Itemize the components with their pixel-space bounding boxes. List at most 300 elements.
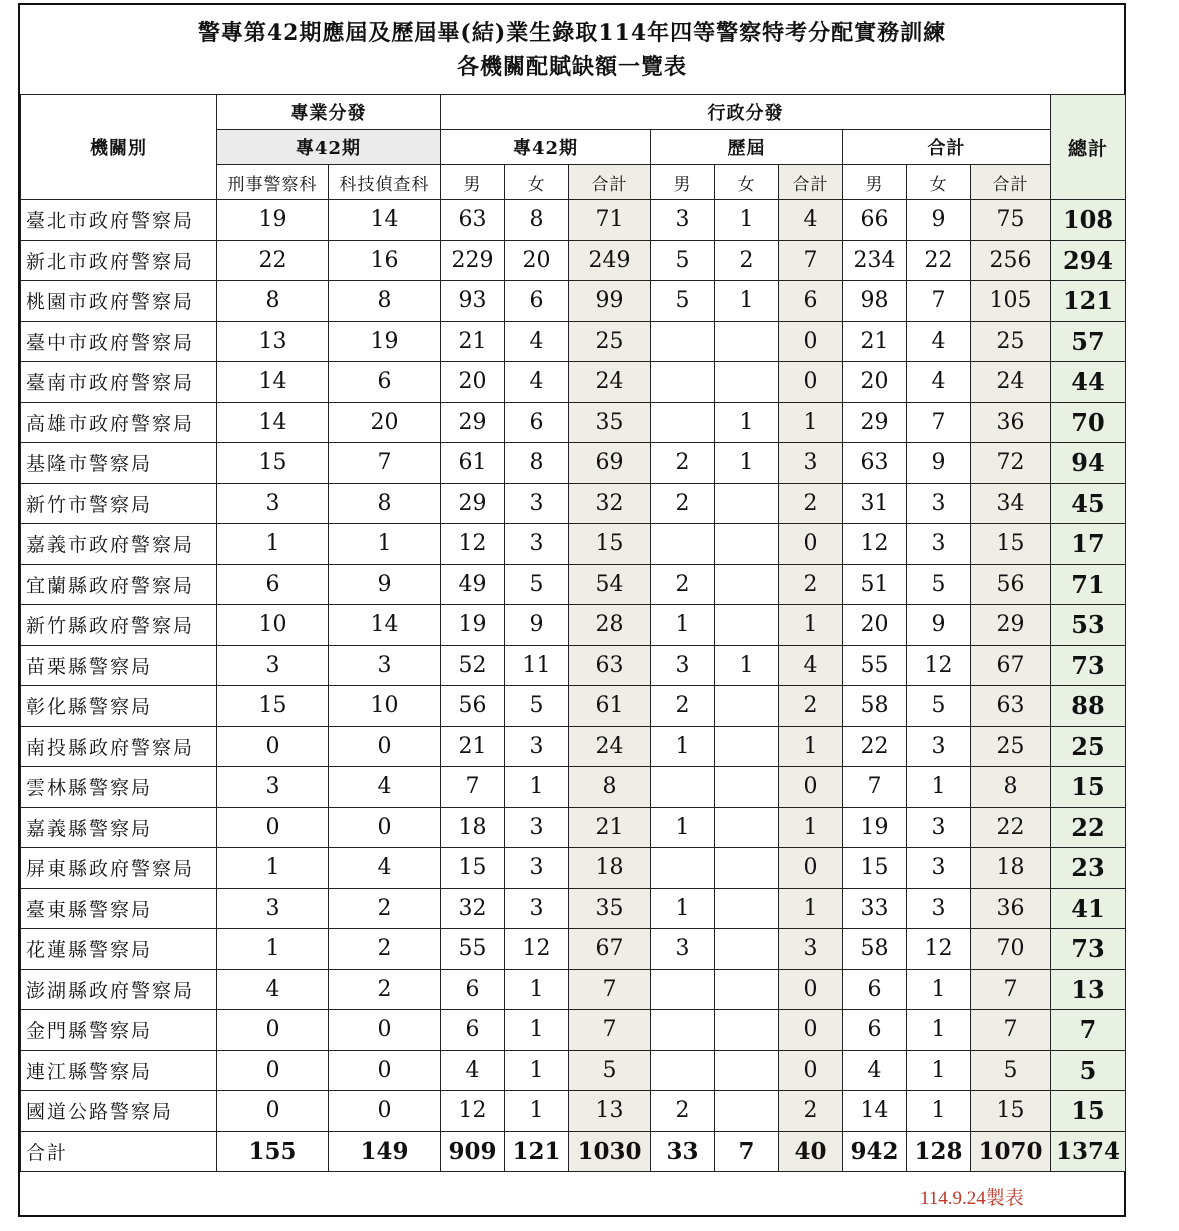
total-cell: 155 xyxy=(217,1131,329,1171)
table-row xyxy=(21,848,1126,889)
table-row xyxy=(21,929,1126,970)
value-cell: 7 xyxy=(569,1010,651,1051)
value-cell xyxy=(715,605,779,646)
agency-name: 桃園市政府警察局 xyxy=(21,281,217,322)
value-cell: 6 xyxy=(441,1010,505,1051)
table-row xyxy=(21,443,1126,484)
value-cell: 55 xyxy=(843,645,907,686)
grand-total-cell: 108 xyxy=(1051,200,1126,241)
value-cell xyxy=(715,767,779,808)
value-cell: 1 xyxy=(715,443,779,484)
grand-total-cell: 15 xyxy=(1051,767,1126,808)
value-cell: 72 xyxy=(971,443,1051,484)
grand-total-cell: 70 xyxy=(1051,402,1126,443)
value-cell xyxy=(715,807,779,848)
value-cell: 20 xyxy=(329,402,441,443)
value-cell: 0 xyxy=(779,321,843,362)
table-row xyxy=(21,483,1126,524)
header-female: 女 xyxy=(907,165,971,200)
value-cell: 5 xyxy=(651,240,715,281)
value-cell: 7 xyxy=(441,767,505,808)
value-cell: 29 xyxy=(441,402,505,443)
value-cell: 10 xyxy=(217,605,329,646)
value-cell: 4 xyxy=(779,200,843,241)
value-cell: 5 xyxy=(907,686,971,727)
value-cell: 1 xyxy=(651,807,715,848)
value-cell: 1 xyxy=(651,726,715,767)
table-row xyxy=(21,1050,1126,1091)
value-cell: 6 xyxy=(505,402,569,443)
value-cell: 1 xyxy=(505,969,569,1010)
value-cell: 19 xyxy=(441,605,505,646)
agency-name: 花蓮縣警察局 xyxy=(21,929,217,970)
value-cell: 5 xyxy=(651,281,715,322)
value-cell: 55 xyxy=(441,929,505,970)
value-cell: 3 xyxy=(779,443,843,484)
value-cell: 52 xyxy=(441,645,505,686)
value-cell: 1 xyxy=(907,1050,971,1091)
value-cell: 6 xyxy=(843,1010,907,1051)
value-cell: 7 xyxy=(907,281,971,322)
value-cell: 66 xyxy=(843,200,907,241)
value-cell: 21 xyxy=(569,807,651,848)
value-cell: 15 xyxy=(971,524,1051,565)
agency-name: 雲林縣警察局 xyxy=(21,767,217,808)
value-cell: 9 xyxy=(329,564,441,605)
grand-total-cell: 45 xyxy=(1051,483,1126,524)
value-cell: 20 xyxy=(843,605,907,646)
value-cell xyxy=(715,362,779,403)
value-cell xyxy=(651,969,715,1010)
value-cell: 14 xyxy=(329,605,441,646)
value-cell: 3 xyxy=(651,929,715,970)
value-cell: 13 xyxy=(217,321,329,362)
value-cell: 0 xyxy=(779,1010,843,1051)
value-cell: 2 xyxy=(651,483,715,524)
value-cell xyxy=(715,929,779,970)
value-cell: 0 xyxy=(779,969,843,1010)
value-cell: 3 xyxy=(907,726,971,767)
value-cell: 22 xyxy=(971,807,1051,848)
value-cell: 6 xyxy=(843,969,907,1010)
value-cell: 256 xyxy=(971,240,1051,281)
total-cell: 33 xyxy=(651,1131,715,1171)
header-professional-42: 專42期 xyxy=(217,130,441,165)
agency-name: 屏東縣政府警察局 xyxy=(21,848,217,889)
value-cell: 71 xyxy=(569,200,651,241)
value-cell: 5 xyxy=(569,1050,651,1091)
value-cell: 3 xyxy=(217,645,329,686)
value-cell: 0 xyxy=(779,524,843,565)
value-cell: 12 xyxy=(843,524,907,565)
grand-total-cell: 25 xyxy=(1051,726,1126,767)
value-cell: 15 xyxy=(843,848,907,889)
value-cell: 2 xyxy=(779,686,843,727)
value-cell: 0 xyxy=(779,1050,843,1091)
value-cell: 4 xyxy=(505,362,569,403)
value-cell: 7 xyxy=(971,1010,1051,1051)
value-cell: 1 xyxy=(715,281,779,322)
value-cell: 21 xyxy=(843,321,907,362)
value-cell xyxy=(715,483,779,524)
value-cell: 51 xyxy=(843,564,907,605)
value-cell: 3 xyxy=(907,807,971,848)
value-cell: 3 xyxy=(217,483,329,524)
grand-total-cell: 88 xyxy=(1051,686,1126,727)
value-cell: 6 xyxy=(441,969,505,1010)
value-cell: 63 xyxy=(971,686,1051,727)
header-professional: 專業分發 xyxy=(217,95,441,130)
value-cell: 4 xyxy=(907,321,971,362)
value-cell: 14 xyxy=(217,362,329,403)
header-subtotal: 合計 xyxy=(971,165,1051,200)
value-cell xyxy=(651,767,715,808)
value-cell: 22 xyxy=(843,726,907,767)
grand-total-cell: 73 xyxy=(1051,929,1126,970)
agency-name: 彰化縣警察局 xyxy=(21,686,217,727)
value-cell: 29 xyxy=(441,483,505,524)
value-cell: 20 xyxy=(505,240,569,281)
value-cell: 15 xyxy=(971,1091,1051,1132)
total-cell-grand: 1374 xyxy=(1051,1131,1126,1171)
header-female: 女 xyxy=(715,165,779,200)
value-cell: 2 xyxy=(651,443,715,484)
value-cell: 67 xyxy=(971,645,1051,686)
value-cell: 8 xyxy=(569,767,651,808)
agency-name: 基隆市警察局 xyxy=(21,443,217,484)
value-cell: 1 xyxy=(217,848,329,889)
value-cell: 1 xyxy=(505,1091,569,1132)
value-cell: 49 xyxy=(441,564,505,605)
value-cell: 6 xyxy=(505,281,569,322)
table-row xyxy=(21,807,1126,848)
value-cell: 12 xyxy=(907,929,971,970)
value-cell: 1 xyxy=(505,1050,569,1091)
value-cell: 4 xyxy=(907,362,971,403)
value-cell: 15 xyxy=(569,524,651,565)
agency-name: 新竹市警察局 xyxy=(21,483,217,524)
value-cell: 28 xyxy=(569,605,651,646)
value-cell: 4 xyxy=(441,1050,505,1091)
header-admin-prev: 歷屆 xyxy=(651,130,843,165)
total-row-label: 合計 xyxy=(21,1131,217,1171)
value-cell: 3 xyxy=(505,483,569,524)
value-cell: 24 xyxy=(569,362,651,403)
value-cell: 1 xyxy=(907,1010,971,1051)
table-row xyxy=(21,645,1126,686)
value-cell: 9 xyxy=(907,605,971,646)
table-row xyxy=(21,200,1126,241)
value-cell: 2 xyxy=(779,1091,843,1132)
value-cell: 0 xyxy=(217,726,329,767)
header-admin-total: 合計 xyxy=(843,130,1051,165)
value-cell: 1 xyxy=(779,807,843,848)
value-cell: 5 xyxy=(505,564,569,605)
value-cell: 69 xyxy=(569,443,651,484)
value-cell: 18 xyxy=(441,807,505,848)
value-cell: 56 xyxy=(971,564,1051,605)
value-cell: 33 xyxy=(843,888,907,929)
value-cell: 1 xyxy=(651,888,715,929)
total-cell: 1030 xyxy=(569,1131,651,1171)
value-cell: 3 xyxy=(217,888,329,929)
value-cell: 58 xyxy=(843,929,907,970)
grand-total-cell: 15 xyxy=(1051,1091,1126,1132)
value-cell: 21 xyxy=(441,321,505,362)
agency-name: 金門縣警察局 xyxy=(21,1010,217,1051)
grand-total-cell: 17 xyxy=(1051,524,1126,565)
value-cell: 18 xyxy=(971,848,1051,889)
value-cell: 22 xyxy=(907,240,971,281)
value-cell: 2 xyxy=(329,929,441,970)
value-cell: 1 xyxy=(715,645,779,686)
agency-name: 新竹縣政府警察局 xyxy=(21,605,217,646)
value-cell xyxy=(651,1050,715,1091)
agency-name: 國道公路警察局 xyxy=(21,1091,217,1132)
table-row xyxy=(21,402,1126,443)
header-male: 男 xyxy=(843,165,907,200)
value-cell xyxy=(715,1091,779,1132)
value-cell: 249 xyxy=(569,240,651,281)
value-cell: 12 xyxy=(441,1091,505,1132)
grand-total-cell: 121 xyxy=(1051,281,1126,322)
value-cell: 4 xyxy=(329,767,441,808)
value-cell xyxy=(715,888,779,929)
value-cell: 61 xyxy=(569,686,651,727)
value-cell: 3 xyxy=(651,200,715,241)
value-cell: 32 xyxy=(441,888,505,929)
value-cell: 0 xyxy=(217,1091,329,1132)
value-cell: 16 xyxy=(329,240,441,281)
value-cell xyxy=(715,686,779,727)
agency-name: 臺東縣警察局 xyxy=(21,888,217,929)
value-cell: 6 xyxy=(217,564,329,605)
agency-name: 宜蘭縣政府警察局 xyxy=(21,564,217,605)
agency-name: 臺中市政府警察局 xyxy=(21,321,217,362)
value-cell: 3 xyxy=(505,807,569,848)
value-cell: 7 xyxy=(329,443,441,484)
value-cell: 24 xyxy=(971,362,1051,403)
value-cell: 36 xyxy=(971,888,1051,929)
title-line-1: 警專第42期應屆及歷屆畢(結)業生錄取114年四等警察特考分配實務訓練 xyxy=(197,20,947,46)
value-cell: 13 xyxy=(569,1091,651,1132)
total-cell: 128 xyxy=(907,1131,971,1171)
grand-total-cell: 5 xyxy=(1051,1050,1126,1091)
value-cell: 3 xyxy=(907,848,971,889)
value-cell: 3 xyxy=(907,524,971,565)
value-cell xyxy=(715,848,779,889)
value-cell: 2 xyxy=(651,686,715,727)
value-cell: 35 xyxy=(569,888,651,929)
value-cell: 0 xyxy=(329,726,441,767)
header-subtotal: 合計 xyxy=(779,165,843,200)
grand-total-cell: 94 xyxy=(1051,443,1126,484)
value-cell: 29 xyxy=(843,402,907,443)
value-cell: 6 xyxy=(329,362,441,403)
value-cell: 25 xyxy=(971,321,1051,362)
value-cell: 1 xyxy=(329,524,441,565)
value-cell: 7 xyxy=(971,969,1051,1010)
value-cell: 234 xyxy=(843,240,907,281)
value-cell: 3 xyxy=(907,888,971,929)
value-cell: 19 xyxy=(329,321,441,362)
total-cell: 909 xyxy=(441,1131,505,1171)
value-cell xyxy=(715,1010,779,1051)
value-cell: 1 xyxy=(715,402,779,443)
value-cell: 10 xyxy=(329,686,441,727)
value-cell: 15 xyxy=(217,443,329,484)
table-row xyxy=(21,281,1126,322)
agency-name: 連江縣警察局 xyxy=(21,1050,217,1091)
grand-total-cell: 22 xyxy=(1051,807,1126,848)
grand-total-cell: 23 xyxy=(1051,848,1126,889)
value-cell: 8 xyxy=(971,767,1051,808)
value-cell: 8 xyxy=(505,443,569,484)
agency-name: 嘉義市政府警察局 xyxy=(21,524,217,565)
table-row xyxy=(21,524,1126,565)
value-cell: 2 xyxy=(329,969,441,1010)
value-cell: 22 xyxy=(217,240,329,281)
value-cell: 12 xyxy=(441,524,505,565)
value-cell: 25 xyxy=(569,321,651,362)
value-cell xyxy=(715,726,779,767)
value-cell: 105 xyxy=(971,281,1051,322)
value-cell: 2 xyxy=(329,888,441,929)
value-cell: 1 xyxy=(779,402,843,443)
header-male: 男 xyxy=(651,165,715,200)
value-cell: 12 xyxy=(505,929,569,970)
value-cell: 1 xyxy=(907,767,971,808)
value-cell: 1 xyxy=(779,726,843,767)
value-cell: 54 xyxy=(569,564,651,605)
total-row xyxy=(21,1131,1126,1171)
value-cell: 2 xyxy=(779,483,843,524)
value-cell: 15 xyxy=(441,848,505,889)
value-cell: 8 xyxy=(329,483,441,524)
value-cell: 15 xyxy=(217,686,329,727)
table-row xyxy=(21,362,1126,403)
value-cell: 14 xyxy=(217,402,329,443)
value-cell: 3 xyxy=(505,888,569,929)
value-cell xyxy=(715,969,779,1010)
grand-total-cell: 44 xyxy=(1051,362,1126,403)
value-cell: 1 xyxy=(907,1091,971,1132)
value-cell: 4 xyxy=(843,1050,907,1091)
value-cell: 21 xyxy=(441,726,505,767)
value-cell xyxy=(651,362,715,403)
value-cell xyxy=(715,564,779,605)
value-cell: 0 xyxy=(217,1010,329,1051)
value-cell: 70 xyxy=(971,929,1051,970)
grand-total-cell: 7 xyxy=(1051,1010,1126,1051)
value-cell: 4 xyxy=(779,645,843,686)
value-cell: 3 xyxy=(907,483,971,524)
value-cell: 18 xyxy=(569,848,651,889)
total-cell: 942 xyxy=(843,1131,907,1171)
value-cell: 6 xyxy=(779,281,843,322)
table-row xyxy=(21,321,1126,362)
value-cell: 0 xyxy=(779,848,843,889)
value-cell xyxy=(715,321,779,362)
value-cell: 2 xyxy=(779,564,843,605)
value-cell: 3 xyxy=(779,929,843,970)
value-cell: 2 xyxy=(651,564,715,605)
value-cell: 20 xyxy=(843,362,907,403)
value-cell: 3 xyxy=(217,767,329,808)
value-cell xyxy=(715,1050,779,1091)
grand-total-cell: 71 xyxy=(1051,564,1126,605)
table-row xyxy=(21,888,1126,929)
value-cell: 3 xyxy=(505,848,569,889)
total-cell: 121 xyxy=(505,1131,569,1171)
value-cell: 7 xyxy=(907,402,971,443)
value-cell: 4 xyxy=(217,969,329,1010)
grand-total-cell: 41 xyxy=(1051,888,1126,929)
agency-name: 臺北市政府警察局 xyxy=(21,200,217,241)
value-cell: 19 xyxy=(217,200,329,241)
header-grand-total: 總計 xyxy=(1051,95,1126,200)
agency-name: 南投縣政府警察局 xyxy=(21,726,217,767)
value-cell: 0 xyxy=(217,1050,329,1091)
value-cell: 4 xyxy=(329,848,441,889)
value-cell: 5 xyxy=(971,1050,1051,1091)
total-cell: 149 xyxy=(329,1131,441,1171)
grand-total-cell: 53 xyxy=(1051,605,1126,646)
value-cell: 29 xyxy=(971,605,1051,646)
value-cell: 3 xyxy=(329,645,441,686)
value-cell: 1 xyxy=(505,767,569,808)
value-cell: 1 xyxy=(779,888,843,929)
value-cell: 3 xyxy=(651,645,715,686)
value-cell: 75 xyxy=(971,200,1051,241)
total-cell: 1070 xyxy=(971,1131,1051,1171)
table-row xyxy=(21,767,1126,808)
value-cell: 34 xyxy=(971,483,1051,524)
value-cell: 5 xyxy=(907,564,971,605)
footnote-date: 114.9.24製表 xyxy=(920,1188,1024,1209)
agency-name: 新北市政府警察局 xyxy=(21,240,217,281)
value-cell: 1 xyxy=(217,524,329,565)
table-row xyxy=(21,969,1126,1010)
header-criminal: 刑事警察科 xyxy=(217,165,329,200)
document-title xyxy=(20,16,1124,84)
grand-total-cell: 13 xyxy=(1051,969,1126,1010)
header-tech: 科技偵查科 xyxy=(329,165,441,200)
value-cell xyxy=(651,402,715,443)
value-cell: 99 xyxy=(569,281,651,322)
header-subtotal: 合計 xyxy=(569,165,651,200)
value-cell: 1 xyxy=(505,1010,569,1051)
value-cell: 63 xyxy=(569,645,651,686)
header-admin-42: 專42期 xyxy=(441,130,651,165)
value-cell: 32 xyxy=(569,483,651,524)
table-row xyxy=(21,605,1126,646)
value-cell: 31 xyxy=(843,483,907,524)
value-cell: 58 xyxy=(843,686,907,727)
table-row xyxy=(21,1010,1126,1051)
header-male: 男 xyxy=(441,165,505,200)
value-cell: 14 xyxy=(329,200,441,241)
value-cell: 5 xyxy=(505,686,569,727)
table-row xyxy=(21,686,1126,727)
value-cell: 3 xyxy=(505,524,569,565)
total-cell: 40 xyxy=(779,1131,843,1171)
value-cell: 7 xyxy=(779,240,843,281)
value-cell: 0 xyxy=(779,767,843,808)
value-cell xyxy=(651,524,715,565)
value-cell: 4 xyxy=(505,321,569,362)
value-cell: 1 xyxy=(779,605,843,646)
